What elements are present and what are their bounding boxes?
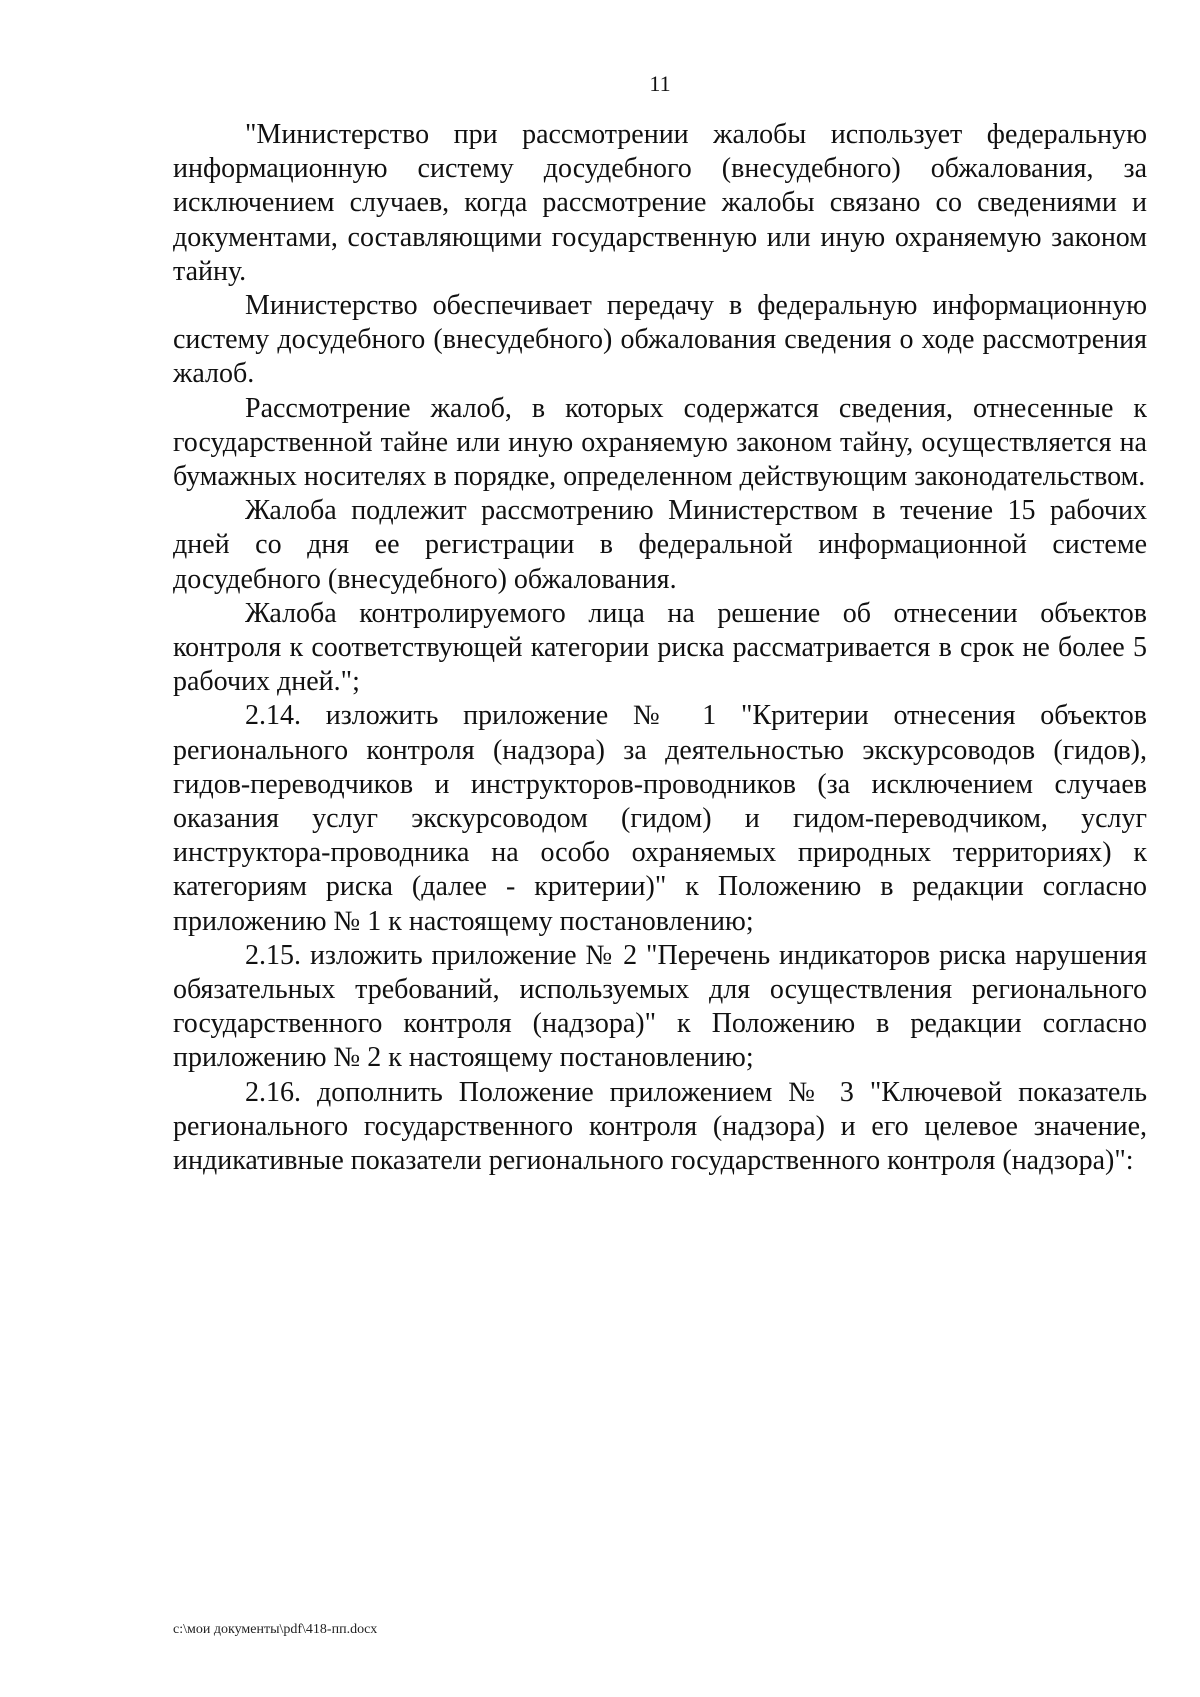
document-body [173,118,1147,1178]
paragraph-ministry-ensures-transfer: Министерство обеспечивает передачу в федеральную информационную систему досудебного (внесудебного) обжалования сведения о ходе рассмотрения жалоб. [173,290,1147,390]
paragraph-item-2-14: 2.14. изложить приложение № 1 "Критерии отнесения объектов регионального контроля (надзора) за деятельностью экскурсоводов (гидов), гидов-переводчиков и инструкторов-проводников (за исключением случаев оказания услуг экскурсоводом (гидом) и гидом-переводчиком, услуг инструктора-проводника на особо охраняемых природных территориях) к категориям риска (далее - критерии)" к Положению в редакции согласно приложению № 1 к настоящему постановлению; [173,700,1147,937]
paragraph-state-secret-complaints: Рассмотрение жалоб, в которых содержатся сведения, отнесенные к государственной тайне или иную охраняемую законом тайну, осуществляется на бумажных носителях в порядке, определенном действующим законодательством. [173,392,1147,493]
paragraph-ministry-uses-system: "Министерство при рассмотрении жалобы использует федеральную информационную систему досудебного (внесудебного) обжалования, за исключением случаев, когда рассмотрение жалобы связано со сведениями и документами, составляющими государственную или иную охраняемую законом тайну. [173,119,1147,287]
paragraph-risk-category-complaint: Жалоба контролируемого лица на решение об отнесении объектов контроля к соответствующей категории риска рассматривается в срок не более 5 рабочих дней."; [173,597,1147,698]
paragraph-complaint-review-period: Жалоба подлежит рассмотрению Министерством в течение 15 рабочих дней со дня ее регистрации в федеральной информационной системе досудебного (внесудебного) обжалования. [173,495,1147,595]
page-number: 11 [649,71,671,96]
paragraph-item-2-16: 2.16. дополнить Положение приложением № 3 "Ключевой показатель регионального государственного контроля (надзора) и его целевое значение, индикативные показатели регионального государственного контроля (надзора)": [173,1076,1147,1177]
footer-file-path: c:\мои документы\pdf\418-пп.docx [173,1622,378,1637]
paragraph-item-2-15: 2.15. изложить приложение № 2 "Перечень индикаторов риска нарушения обязательных требований, используемых для осуществления регионального государственного контроля (надзора)" к Положению в редакции согласно приложению № 2 к настоящему постановлению; [173,939,1147,1074]
